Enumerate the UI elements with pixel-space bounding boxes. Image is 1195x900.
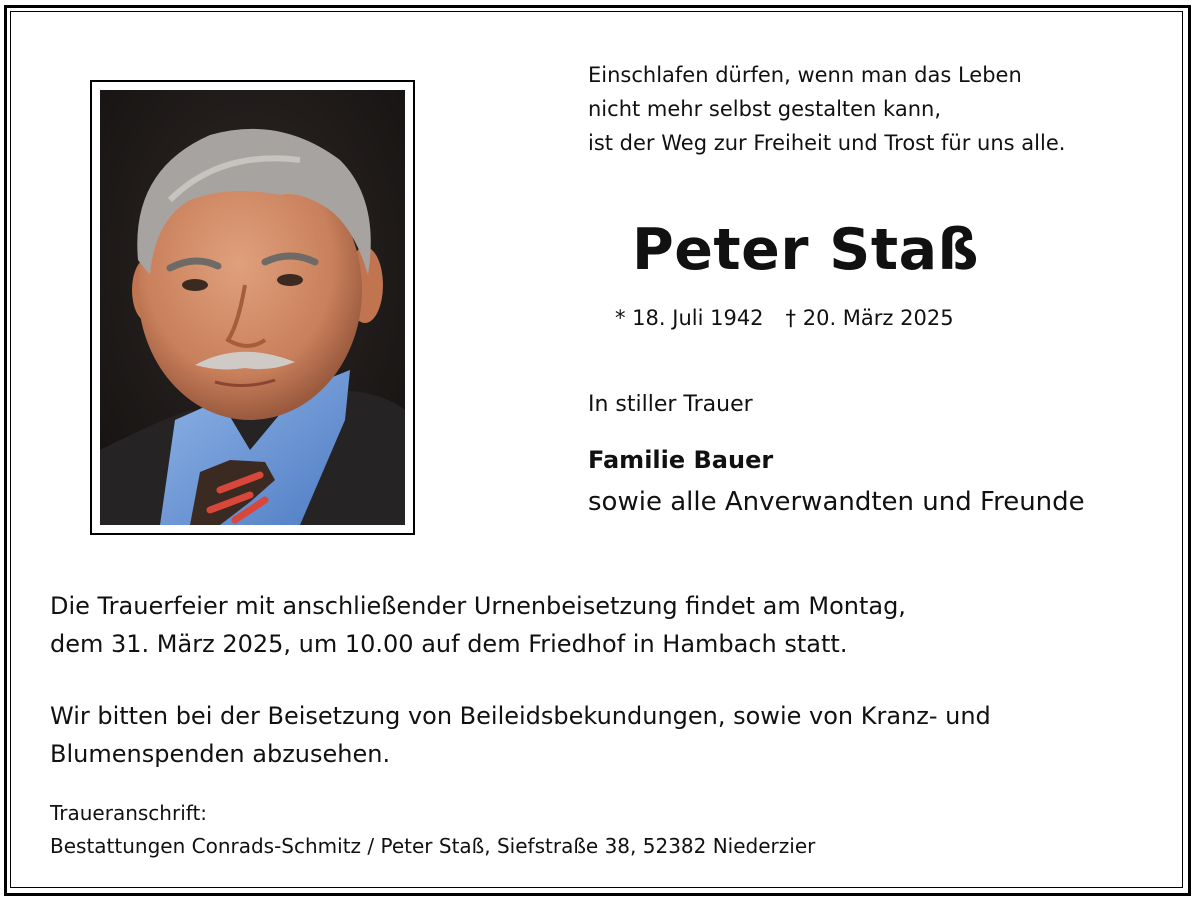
request-line: Blumenspenden abzusehen. bbox=[50, 740, 391, 768]
verse bbox=[588, 58, 1065, 160]
ceremony-line: dem 31. März 2025, um 10.00 auf dem Friedhof in Hambach statt. bbox=[50, 630, 848, 658]
mourning-intro: In stiller Trauer bbox=[588, 392, 753, 417]
address-label: Traueranschrift: bbox=[50, 801, 208, 825]
address-text: Bestattungen Conrads-Schmitz / Peter Staß, Siefstraße 38, 52382 Niederzier bbox=[50, 834, 816, 858]
portrait-photo bbox=[100, 90, 405, 525]
family-name: Familie Bauer bbox=[588, 446, 774, 474]
deceased-name: Peter Staß bbox=[632, 217, 980, 283]
portrait-frame bbox=[90, 80, 415, 535]
condolence-request bbox=[50, 697, 991, 773]
request-line: Wir bitten bei der Beisetzung von Beileidsbekundungen, sowie von Kranz- und bbox=[50, 702, 991, 730]
ceremony-line: Die Trauerfeier mit anschließender Urnenbeisetzung findet am Montag, bbox=[50, 592, 906, 620]
ceremony-notice bbox=[50, 587, 906, 663]
relatives-line: sowie alle Anverwandten und Freunde bbox=[588, 487, 1085, 517]
verse-line: nicht mehr selbst gestalten kann, bbox=[588, 97, 942, 121]
verse-line: Einschlafen dürfen, wenn man das Leben bbox=[588, 63, 1022, 87]
birth-date: * 18. Juli 1942 bbox=[615, 306, 764, 330]
death-date: † 20. März 2025 bbox=[785, 306, 954, 330]
verse-line: ist der Weg zur Freiheit und Trost für uns alle. bbox=[588, 131, 1066, 155]
life-dates bbox=[615, 306, 954, 330]
